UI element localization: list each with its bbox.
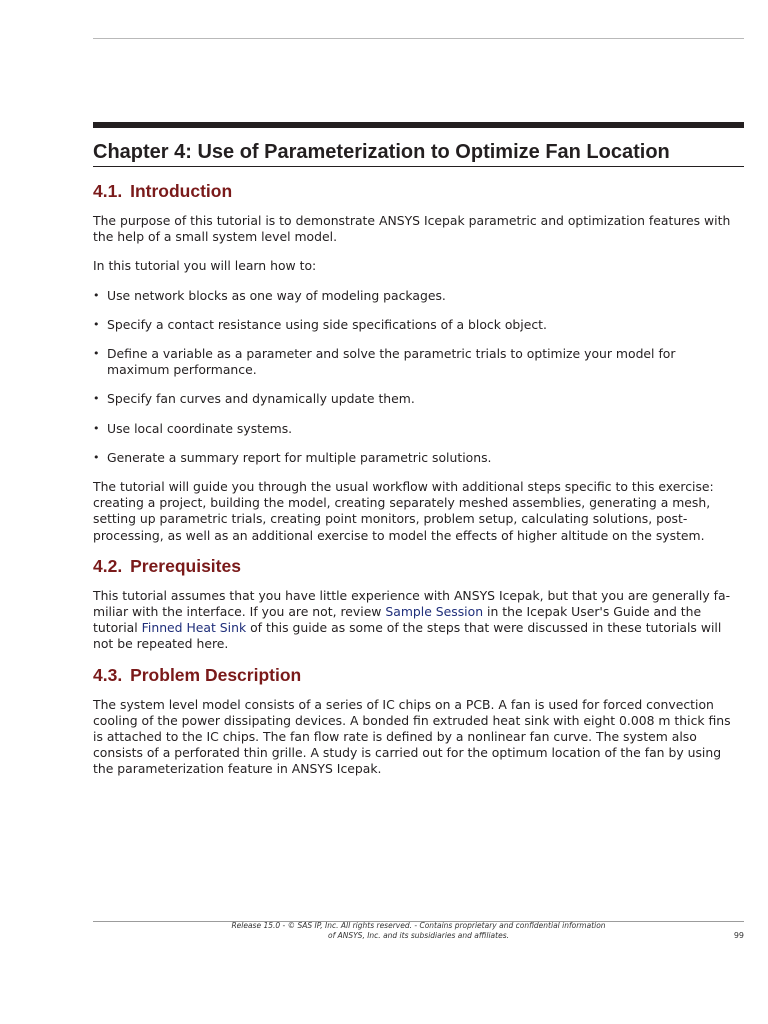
section-number: 4.2. xyxy=(93,555,123,576)
text-run: of this guide as some of the steps that were discussed in these tutorials will not be repeated here. xyxy=(93,620,722,652)
sample-session-link[interactable]: Sample Session xyxy=(385,604,484,620)
list-item: • Specify a contact resistance using side specifications of a block object. xyxy=(93,317,738,333)
section-number: 4.1. xyxy=(93,181,123,201)
page-number: 99 xyxy=(733,931,744,940)
list-item: • Specify fan curves and dynamically update them. xyxy=(93,391,738,407)
chapter-title: Chapter 4: Use of Parameterization to Optimize Fan Location xyxy=(93,141,670,163)
section-title: Introduction xyxy=(130,181,233,201)
text-run: This tutorial assumes that you have little experience with ANSYS Icepak, but that you are generally fa-miliar with the interface. If you are not, review xyxy=(93,587,731,620)
footer-line: Release 15.0 - © SAS IP, Inc. All rights reserved. - Contains proprietary and confidential information xyxy=(231,921,606,930)
list-item: • Generate a summary report for multiple parametric solutions. xyxy=(93,450,738,466)
header-rule xyxy=(93,38,744,39)
list-item: • Use local coordinate systems. xyxy=(93,421,738,437)
paragraph: The system level model consists of a series of IC chips on a PCB. A fan is used for forced convection cooling of the power dissipating devices. A bonded fin extruded heat sink with eight 0.008 m thick fins is attached to the IC chips. The fan flow rate is defined by a nonlinear fan curve. The system also consists of a perforated thin grille. A study is carried out for the optimum location of the fan by using the parameterization feature in ANSYS Icepak. xyxy=(93,696,731,777)
text-run: in the Icepak User's Guide and the tutorial xyxy=(93,604,702,636)
section-heading-prerequisites xyxy=(93,554,738,578)
paragraph: The purpose of this tutorial is to demonstrate ANSYS Icepak parametric and optimization features with the help of a small system level model. xyxy=(93,213,731,245)
footer-line: of ANSYS, Inc. and its subsidiaries and affiliates. xyxy=(327,931,509,940)
paragraph: The tutorial will guide you through the usual workflow with additional steps specific to this exercise: creating a project, building the model, creating separately meshed assemblies, generating a mesh, setting up parametric trials, creating point monitors, problem setup, calculating solutions, post-processing, as well as an additional exercise to model the effects of higher altitude on the system. xyxy=(93,479,714,543)
paragraph xyxy=(93,588,738,653)
section-title: Prerequisites xyxy=(130,555,241,576)
footer-copyright xyxy=(93,921,744,941)
section-title: Problem Description xyxy=(130,664,302,685)
learning-list xyxy=(93,288,738,466)
section-heading-introduction xyxy=(93,179,738,203)
chapter-underline xyxy=(93,166,744,167)
finned-heat-sink-link[interactable]: Finned Heat Sink xyxy=(141,620,247,636)
section-number: 4.3. xyxy=(93,664,123,685)
page-content xyxy=(93,179,738,778)
list-item: • Define a variable as a parameter and solve the parametric trials to optimize your model for maximum performance. xyxy=(93,346,738,378)
paragraph: In this tutorial you will learn how to: xyxy=(93,258,317,274)
list-item: • Use network blocks as one way of modeling packages. xyxy=(93,288,738,304)
section-heading-problem-description xyxy=(93,663,738,687)
chapter-bar xyxy=(93,122,744,128)
